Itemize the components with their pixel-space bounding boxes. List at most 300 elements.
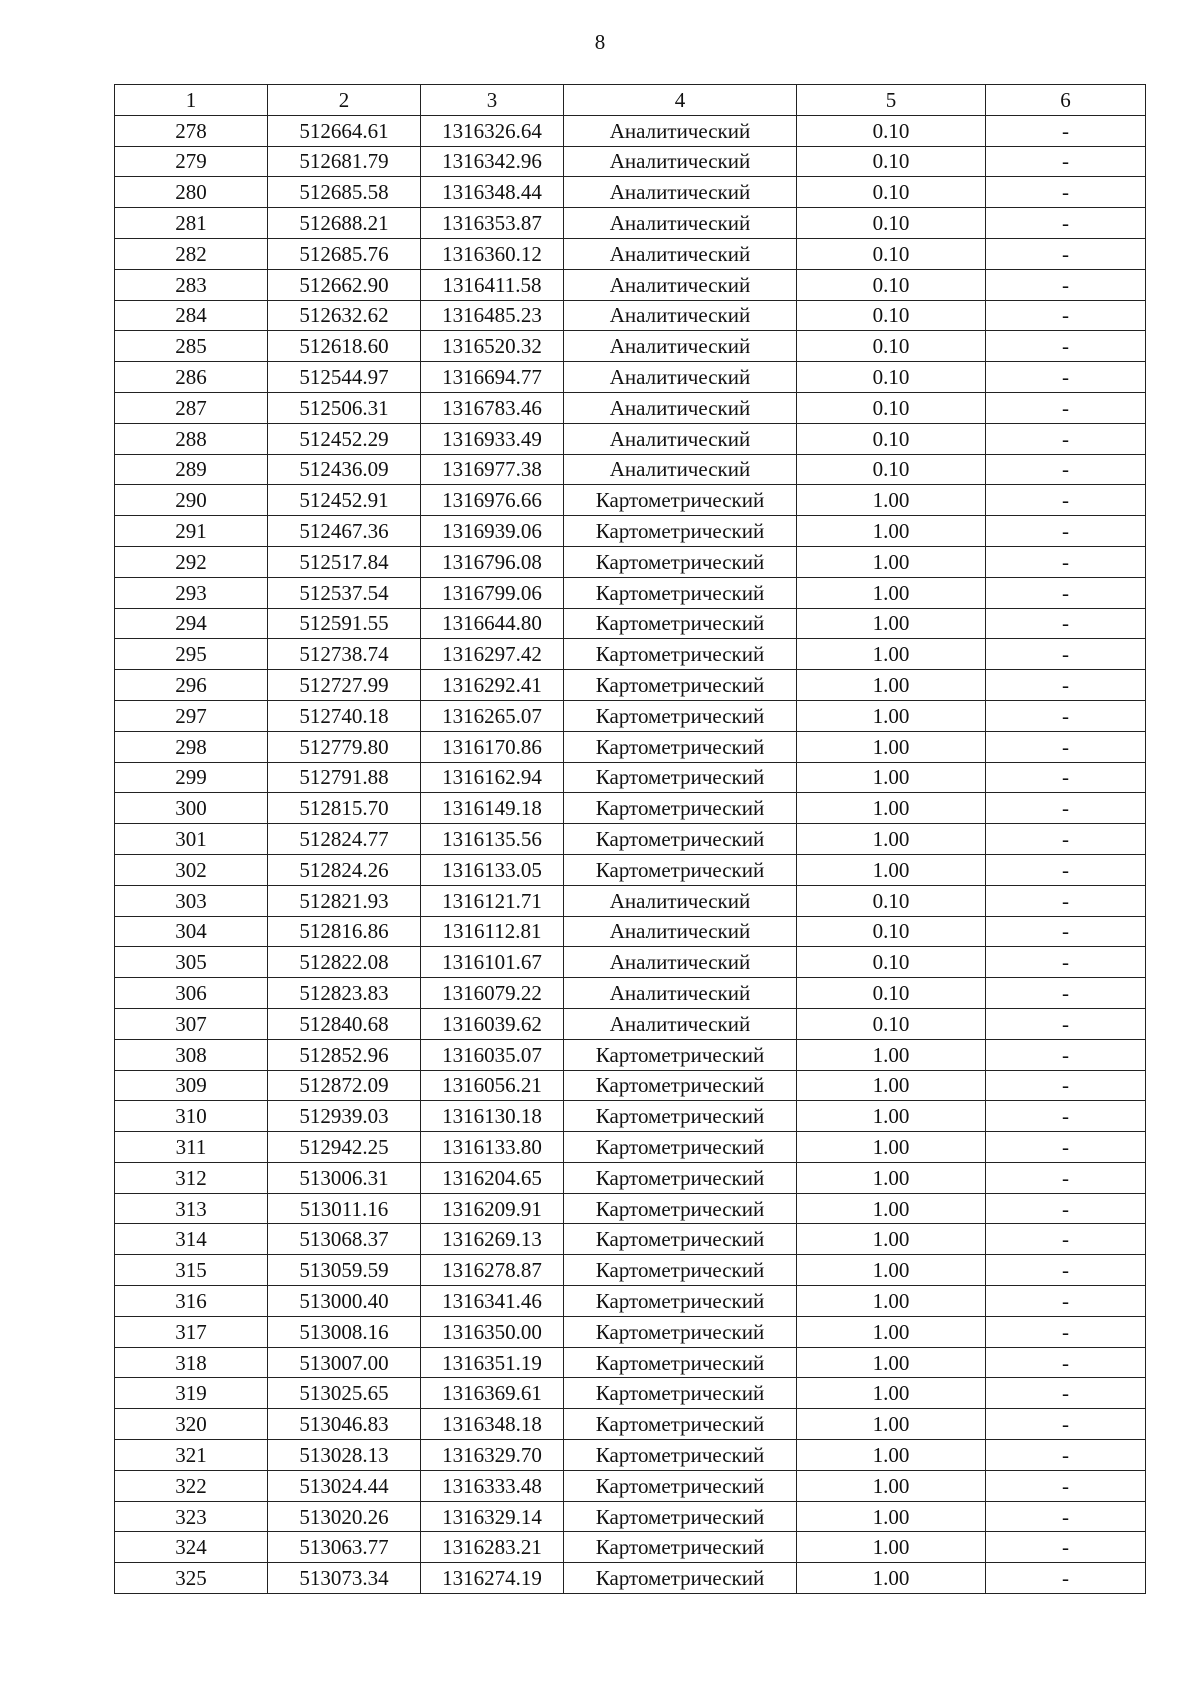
cell-coord-x: 512685.58 <box>268 177 421 208</box>
cell-point-number: 283 <box>115 269 268 300</box>
cell-note: - <box>986 1470 1146 1501</box>
cell-accuracy: 1.00 <box>797 608 986 639</box>
cell-coord-x: 512872.09 <box>268 1070 421 1101</box>
cell-point-number: 295 <box>115 639 268 670</box>
cell-coord-y: 1316694.77 <box>421 362 564 393</box>
cell-accuracy: 1.00 <box>797 854 986 885</box>
cell-coord-y: 1316341.46 <box>421 1286 564 1317</box>
cell-note: - <box>986 854 1146 885</box>
cell-note: - <box>986 1286 1146 1317</box>
table-row <box>115 793 1146 824</box>
cell-note: - <box>986 454 1146 485</box>
cell-method: Картометрический <box>564 1409 797 1440</box>
cell-method: Аналитический <box>564 1008 797 1039</box>
cell-accuracy: 1.00 <box>797 516 986 547</box>
cell-point-number: 310 <box>115 1101 268 1132</box>
table-row <box>115 1193 1146 1224</box>
cell-method: Аналитический <box>564 978 797 1009</box>
table-row <box>115 916 1146 947</box>
cell-method: Картометрический <box>564 608 797 639</box>
cell-note: - <box>986 516 1146 547</box>
cell-note: - <box>986 608 1146 639</box>
cell-point-number: 309 <box>115 1070 268 1101</box>
cell-point-number: 285 <box>115 331 268 362</box>
cell-coord-y: 1316274.19 <box>421 1563 564 1594</box>
cell-point-number: 278 <box>115 115 268 146</box>
cell-coord-y: 1316283.21 <box>421 1532 564 1563</box>
cell-note: - <box>986 1316 1146 1347</box>
cell-accuracy: 0.10 <box>797 392 986 423</box>
table-row <box>115 1224 1146 1255</box>
table-row <box>115 392 1146 423</box>
cell-note: - <box>986 670 1146 701</box>
cell-method: Картометрический <box>564 485 797 516</box>
cell-note: - <box>986 485 1146 516</box>
table-row <box>115 1162 1146 1193</box>
cell-point-number: 300 <box>115 793 268 824</box>
cell-accuracy: 1.00 <box>797 670 986 701</box>
cell-point-number: 286 <box>115 362 268 393</box>
cell-coord-y: 1316149.18 <box>421 793 564 824</box>
cell-coord-y: 1316485.23 <box>421 300 564 331</box>
cell-coord-x: 512727.99 <box>268 670 421 701</box>
cell-point-number: 287 <box>115 392 268 423</box>
cell-point-number: 308 <box>115 1039 268 1070</box>
cell-point-number: 316 <box>115 1286 268 1317</box>
cell-accuracy: 1.00 <box>797 1470 986 1501</box>
cell-coord-y: 1316933.49 <box>421 423 564 454</box>
cell-point-number: 288 <box>115 423 268 454</box>
cell-coord-x: 513000.40 <box>268 1286 421 1317</box>
cell-coord-x: 512506.31 <box>268 392 421 423</box>
cell-note: - <box>986 546 1146 577</box>
cell-method: Картометрический <box>564 1563 797 1594</box>
table-row <box>115 731 1146 762</box>
cell-method: Картометрический <box>564 762 797 793</box>
cell-method: Картометрический <box>564 1440 797 1471</box>
table-row <box>115 146 1146 177</box>
cell-note: - <box>986 978 1146 1009</box>
cell-note: - <box>986 1039 1146 1070</box>
cell-coord-y: 1316333.48 <box>421 1470 564 1501</box>
cell-coord-x: 513011.16 <box>268 1193 421 1224</box>
cell-accuracy: 0.10 <box>797 947 986 978</box>
cell-point-number: 320 <box>115 1409 268 1440</box>
cell-note: - <box>986 1224 1146 1255</box>
cell-point-number: 294 <box>115 608 268 639</box>
cell-method: Аналитический <box>564 885 797 916</box>
cell-coord-y: 1316209.91 <box>421 1193 564 1224</box>
cell-coord-y: 1316348.18 <box>421 1409 564 1440</box>
cell-accuracy: 1.00 <box>797 1409 986 1440</box>
cell-coord-y: 1316133.80 <box>421 1132 564 1163</box>
cell-method: Картометрический <box>564 1532 797 1563</box>
cell-method: Аналитический <box>564 423 797 454</box>
cell-coord-y: 1316342.96 <box>421 146 564 177</box>
cell-method: Картометрический <box>564 1470 797 1501</box>
cell-method: Картометрический <box>564 1501 797 1532</box>
table-row <box>115 1378 1146 1409</box>
cell-accuracy: 0.10 <box>797 978 986 1009</box>
cell-note: - <box>986 423 1146 454</box>
cell-coord-x: 512591.55 <box>268 608 421 639</box>
cell-coord-x: 512544.97 <box>268 362 421 393</box>
cell-note: - <box>986 208 1146 239</box>
cell-point-number: 281 <box>115 208 268 239</box>
table-row <box>115 824 1146 855</box>
cell-coord-x: 513008.16 <box>268 1316 421 1347</box>
cell-coord-x: 513006.31 <box>268 1162 421 1193</box>
cell-point-number: 301 <box>115 824 268 855</box>
cell-point-number: 279 <box>115 146 268 177</box>
cell-point-number: 319 <box>115 1378 268 1409</box>
cell-method: Аналитический <box>564 208 797 239</box>
cell-accuracy: 1.00 <box>797 485 986 516</box>
cell-coord-y: 1316350.00 <box>421 1316 564 1347</box>
table-header-row <box>115 85 1146 116</box>
cell-point-number: 296 <box>115 670 268 701</box>
cell-coord-y: 1316121.71 <box>421 885 564 916</box>
cell-note: - <box>986 392 1146 423</box>
cell-coord-y: 1316644.80 <box>421 608 564 639</box>
cell-accuracy: 1.00 <box>797 1440 986 1471</box>
cell-method: Аналитический <box>564 916 797 947</box>
cell-method: Картометрический <box>564 1101 797 1132</box>
cell-method: Аналитический <box>564 454 797 485</box>
cell-note: - <box>986 1501 1146 1532</box>
cell-method: Картометрический <box>564 1193 797 1224</box>
table-row <box>115 700 1146 731</box>
table-row <box>115 577 1146 608</box>
cell-coord-y: 1316411.58 <box>421 269 564 300</box>
cell-accuracy: 1.00 <box>797 1563 986 1594</box>
cell-coord-y: 1316783.46 <box>421 392 564 423</box>
cell-method: Картометрический <box>564 793 797 824</box>
cell-coord-x: 512685.76 <box>268 238 421 269</box>
cell-coord-x: 512467.36 <box>268 516 421 547</box>
cell-coord-y: 1316351.19 <box>421 1347 564 1378</box>
cell-coord-x: 512816.86 <box>268 916 421 947</box>
cell-coord-y: 1316265.07 <box>421 700 564 731</box>
cell-coord-x: 512821.93 <box>268 885 421 916</box>
cell-note: - <box>986 885 1146 916</box>
cell-point-number: 302 <box>115 854 268 885</box>
cell-accuracy: 1.00 <box>797 1347 986 1378</box>
cell-method: Картометрический <box>564 824 797 855</box>
cell-coord-y: 1316976.66 <box>421 485 564 516</box>
cell-coord-x: 512942.25 <box>268 1132 421 1163</box>
cell-coord-y: 1316292.41 <box>421 670 564 701</box>
table-row <box>115 639 1146 670</box>
cell-note: - <box>986 177 1146 208</box>
cell-point-number: 317 <box>115 1316 268 1347</box>
table-row <box>115 885 1146 916</box>
cell-coord-x: 512852.96 <box>268 1039 421 1070</box>
table-row <box>115 1286 1146 1317</box>
cell-coord-x: 512517.84 <box>268 546 421 577</box>
cell-point-number: 299 <box>115 762 268 793</box>
cell-note: - <box>986 146 1146 177</box>
cell-note: - <box>986 1255 1146 1286</box>
cell-method: Картометрический <box>564 854 797 885</box>
table-row <box>115 300 1146 331</box>
table-row <box>115 1470 1146 1501</box>
cell-note: - <box>986 731 1146 762</box>
cell-point-number: 312 <box>115 1162 268 1193</box>
table-row <box>115 1409 1146 1440</box>
cell-note: - <box>986 1162 1146 1193</box>
table-row <box>115 269 1146 300</box>
table-row <box>115 1255 1146 1286</box>
table-row <box>115 238 1146 269</box>
cell-method: Аналитический <box>564 177 797 208</box>
cell-point-number: 314 <box>115 1224 268 1255</box>
cell-accuracy: 1.00 <box>797 1286 986 1317</box>
cell-point-number: 321 <box>115 1440 268 1471</box>
cell-coord-x: 512823.83 <box>268 978 421 1009</box>
cell-point-number: 307 <box>115 1008 268 1039</box>
cell-coord-x: 513068.37 <box>268 1224 421 1255</box>
cell-method: Картометрический <box>564 1132 797 1163</box>
cell-method: Картометрический <box>564 1286 797 1317</box>
cell-method: Картометрический <box>564 1224 797 1255</box>
cell-note: - <box>986 238 1146 269</box>
cell-coord-y: 1316520.32 <box>421 331 564 362</box>
cell-coord-y: 1316035.07 <box>421 1039 564 1070</box>
cell-coord-y: 1316353.87 <box>421 208 564 239</box>
cell-method: Аналитический <box>564 146 797 177</box>
cell-point-number: 290 <box>115 485 268 516</box>
cell-coord-x: 513024.44 <box>268 1470 421 1501</box>
cell-coord-y: 1316799.06 <box>421 577 564 608</box>
cell-note: - <box>986 269 1146 300</box>
cell-point-number: 289 <box>115 454 268 485</box>
table-row <box>115 608 1146 639</box>
table-row <box>115 1101 1146 1132</box>
cell-method: Аналитический <box>564 238 797 269</box>
cell-note: - <box>986 1101 1146 1132</box>
table-row <box>115 115 1146 146</box>
table-row <box>115 1070 1146 1101</box>
cell-coord-x: 513020.26 <box>268 1501 421 1532</box>
cell-method: Картометрический <box>564 700 797 731</box>
cell-method: Аналитический <box>564 392 797 423</box>
cell-coord-y: 1316369.61 <box>421 1378 564 1409</box>
cell-accuracy: 1.00 <box>797 1532 986 1563</box>
cell-coord-y: 1316204.65 <box>421 1162 564 1193</box>
cell-accuracy: 0.10 <box>797 885 986 916</box>
cell-accuracy: 0.10 <box>797 331 986 362</box>
cell-method: Картометрический <box>564 1255 797 1286</box>
cell-accuracy: 0.10 <box>797 1008 986 1039</box>
cell-point-number: 282 <box>115 238 268 269</box>
cell-accuracy: 0.10 <box>797 208 986 239</box>
cell-coord-x: 512824.77 <box>268 824 421 855</box>
cell-note: - <box>986 762 1146 793</box>
cell-accuracy: 1.00 <box>797 1378 986 1409</box>
column-header: 2 <box>268 85 421 116</box>
cell-coord-x: 512632.62 <box>268 300 421 331</box>
cell-note: - <box>986 1347 1146 1378</box>
cell-method: Картометрический <box>564 516 797 547</box>
table-row <box>115 1347 1146 1378</box>
cell-coord-x: 512537.54 <box>268 577 421 608</box>
cell-point-number: 313 <box>115 1193 268 1224</box>
cell-coord-y: 1316133.05 <box>421 854 564 885</box>
cell-coord-y: 1316348.44 <box>421 177 564 208</box>
cell-accuracy: 0.10 <box>797 423 986 454</box>
cell-point-number: 318 <box>115 1347 268 1378</box>
column-header: 1 <box>115 85 268 116</box>
cell-note: - <box>986 1440 1146 1471</box>
cell-accuracy: 0.10 <box>797 300 986 331</box>
cell-coord-x: 512452.91 <box>268 485 421 516</box>
cell-coord-y: 1316278.87 <box>421 1255 564 1286</box>
table-row <box>115 854 1146 885</box>
cell-method: Картометрический <box>564 670 797 701</box>
table-row <box>115 208 1146 239</box>
cell-coord-y: 1316170.86 <box>421 731 564 762</box>
cell-coord-x: 513025.65 <box>268 1378 421 1409</box>
cell-coord-x: 512740.18 <box>268 700 421 731</box>
cell-coord-y: 1316977.38 <box>421 454 564 485</box>
cell-method: Картометрический <box>564 1378 797 1409</box>
cell-coord-x: 512738.74 <box>268 639 421 670</box>
cell-coord-x: 513073.34 <box>268 1563 421 1594</box>
table-row <box>115 546 1146 577</box>
cell-coord-x: 512662.90 <box>268 269 421 300</box>
cell-point-number: 311 <box>115 1132 268 1163</box>
cell-note: - <box>986 1532 1146 1563</box>
cell-coord-x: 512681.79 <box>268 146 421 177</box>
table-row <box>115 947 1146 978</box>
cell-note: - <box>986 793 1146 824</box>
table-row <box>115 362 1146 393</box>
cell-note: - <box>986 331 1146 362</box>
cell-coord-x: 512822.08 <box>268 947 421 978</box>
cell-point-number: 303 <box>115 885 268 916</box>
table-row <box>115 1039 1146 1070</box>
cell-note: - <box>986 577 1146 608</box>
cell-coord-x: 512779.80 <box>268 731 421 762</box>
cell-coord-y: 1316329.70 <box>421 1440 564 1471</box>
cell-coord-x: 512815.70 <box>268 793 421 824</box>
cell-accuracy: 1.00 <box>797 1101 986 1132</box>
cell-point-number: 323 <box>115 1501 268 1532</box>
cell-point-number: 292 <box>115 546 268 577</box>
cell-coord-x: 512436.09 <box>268 454 421 485</box>
table-row <box>115 1132 1146 1163</box>
column-header: 5 <box>797 85 986 116</box>
table-row <box>115 485 1146 516</box>
cell-coord-x: 512688.21 <box>268 208 421 239</box>
cell-coord-y: 1316112.81 <box>421 916 564 947</box>
cell-method: Картометрический <box>564 546 797 577</box>
cell-note: - <box>986 1132 1146 1163</box>
cell-point-number: 304 <box>115 916 268 947</box>
cell-accuracy: 1.00 <box>797 731 986 762</box>
cell-coord-y: 1316162.94 <box>421 762 564 793</box>
cell-coord-y: 1316135.56 <box>421 824 564 855</box>
cell-point-number: 297 <box>115 700 268 731</box>
cell-accuracy: 0.10 <box>797 238 986 269</box>
cell-accuracy: 0.10 <box>797 115 986 146</box>
cell-accuracy: 0.10 <box>797 362 986 393</box>
cell-accuracy: 1.00 <box>797 546 986 577</box>
cell-coord-y: 1316130.18 <box>421 1101 564 1132</box>
cell-coord-x: 512939.03 <box>268 1101 421 1132</box>
cell-accuracy: 1.00 <box>797 1501 986 1532</box>
column-header: 4 <box>564 85 797 116</box>
cell-accuracy: 1.00 <box>797 1255 986 1286</box>
cell-coord-x: 512664.61 <box>268 115 421 146</box>
cell-method: Аналитический <box>564 947 797 978</box>
cell-accuracy: 1.00 <box>797 577 986 608</box>
cell-coord-x: 512452.29 <box>268 423 421 454</box>
cell-note: - <box>986 1070 1146 1101</box>
cell-note: - <box>986 1563 1146 1594</box>
table-row <box>115 762 1146 793</box>
cell-method: Картометрический <box>564 731 797 762</box>
cell-note: - <box>986 916 1146 947</box>
cell-note: - <box>986 1008 1146 1039</box>
cell-coord-x: 513063.77 <box>268 1532 421 1563</box>
cell-method: Аналитический <box>564 362 797 393</box>
cell-accuracy: 1.00 <box>797 639 986 670</box>
cell-method: Картометрический <box>564 1316 797 1347</box>
cell-accuracy: 0.10 <box>797 146 986 177</box>
cell-point-number: 305 <box>115 947 268 978</box>
cell-coord-y: 1316326.64 <box>421 115 564 146</box>
column-header: 3 <box>421 85 564 116</box>
table-row <box>115 177 1146 208</box>
cell-accuracy: 1.00 <box>797 1193 986 1224</box>
cell-coord-y: 1316056.21 <box>421 1070 564 1101</box>
cell-accuracy: 1.00 <box>797 1162 986 1193</box>
cell-coord-x: 513028.13 <box>268 1440 421 1471</box>
cell-coord-x: 512824.26 <box>268 854 421 885</box>
cell-coord-x: 513046.83 <box>268 1409 421 1440</box>
table-row <box>115 1008 1146 1039</box>
table-row <box>115 423 1146 454</box>
cell-point-number: 284 <box>115 300 268 331</box>
cell-accuracy: 0.10 <box>797 269 986 300</box>
cell-note: - <box>986 300 1146 331</box>
cell-coord-y: 1316269.13 <box>421 1224 564 1255</box>
cell-point-number: 324 <box>115 1532 268 1563</box>
cell-point-number: 291 <box>115 516 268 547</box>
cell-accuracy: 1.00 <box>797 793 986 824</box>
coordinates-table <box>114 84 1146 1594</box>
cell-method: Аналитический <box>564 115 797 146</box>
cell-point-number: 322 <box>115 1470 268 1501</box>
table-row <box>115 670 1146 701</box>
cell-coord-x: 513059.59 <box>268 1255 421 1286</box>
cell-method: Картометрический <box>564 1039 797 1070</box>
cell-method: Аналитический <box>564 331 797 362</box>
cell-point-number: 280 <box>115 177 268 208</box>
cell-note: - <box>986 1378 1146 1409</box>
cell-coord-y: 1316329.14 <box>421 1501 564 1532</box>
table-row <box>115 331 1146 362</box>
cell-accuracy: 1.00 <box>797 824 986 855</box>
table-row <box>115 1316 1146 1347</box>
cell-coord-x: 512840.68 <box>268 1008 421 1039</box>
cell-accuracy: 1.00 <box>797 1070 986 1101</box>
table-row <box>115 516 1146 547</box>
cell-accuracy: 0.10 <box>797 177 986 208</box>
cell-method: Аналитический <box>564 269 797 300</box>
